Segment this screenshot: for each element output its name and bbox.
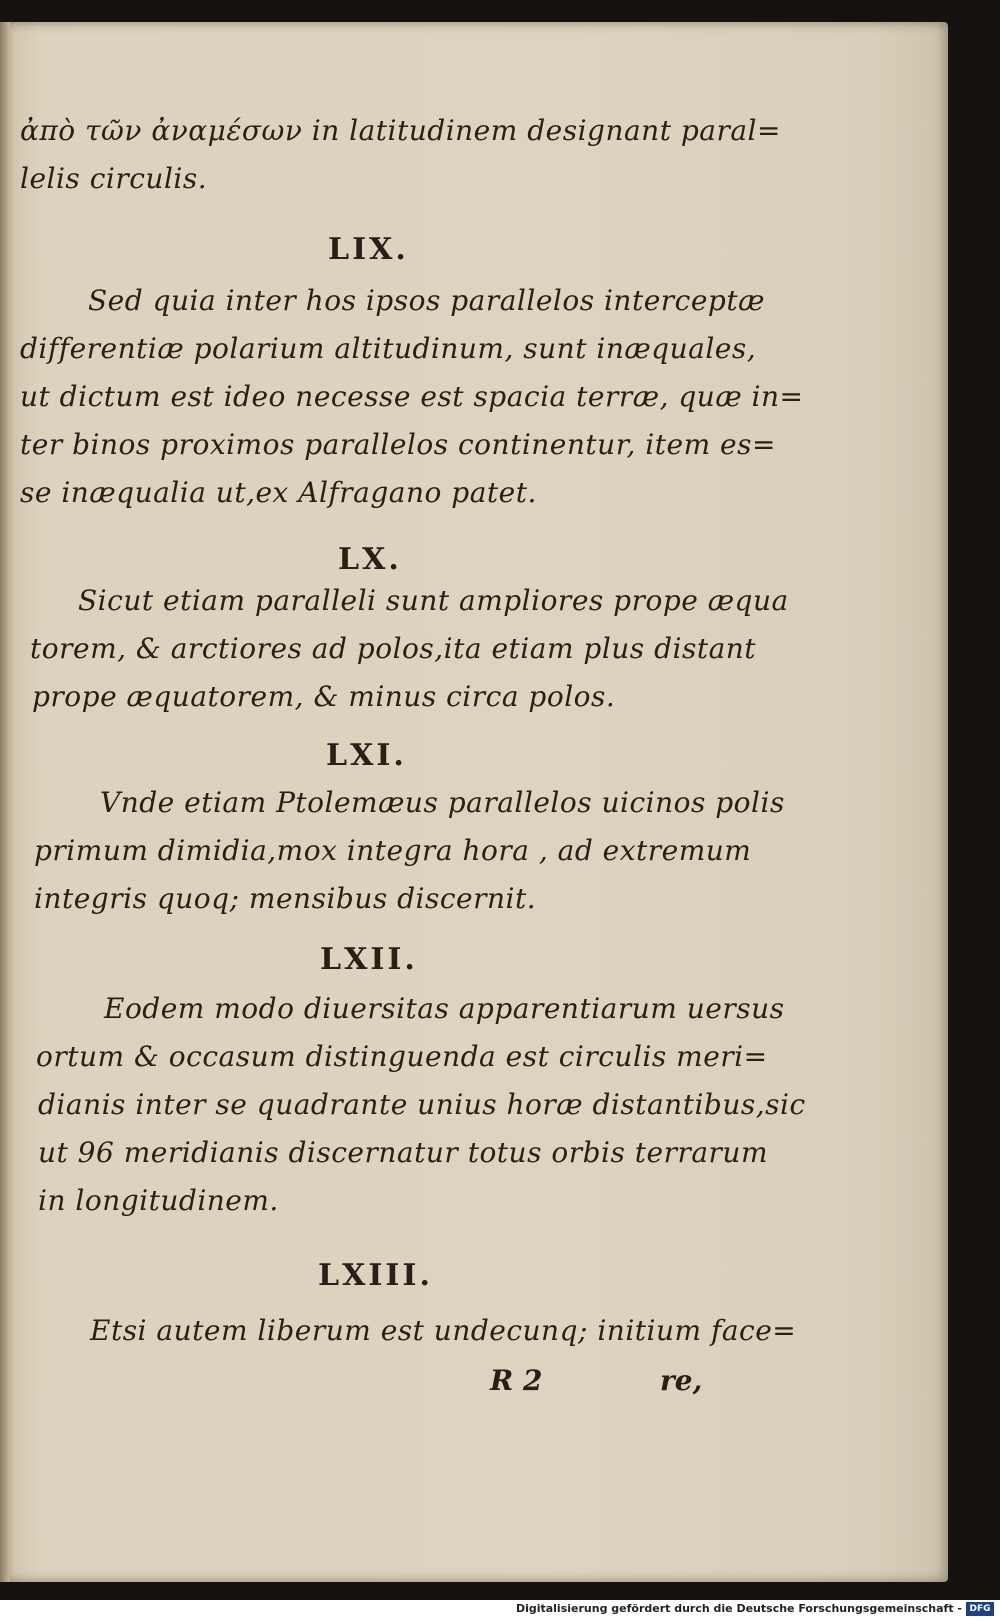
text-line: Vnde etiam Ptolemæus parallelos uicinos polis: [100, 786, 785, 819]
text-line: torem, & arctiores ad polos,ita etiam plus distant: [30, 632, 757, 665]
text-line: Etsi autem liberum est undecunq; initium face=: [90, 1314, 797, 1347]
section-heading: LX.: [338, 542, 402, 577]
catchword: re,: [660, 1364, 703, 1397]
text-line: in longitudinem.: [38, 1184, 279, 1217]
text-line: ter binos proximos parallelos continentur, item es=: [20, 428, 776, 461]
text-line: Eodem modo diuersitas apparentiarum uersus: [104, 992, 785, 1025]
text-line: differentiæ polarium altitudinum, sunt inæquales,: [20, 332, 757, 365]
page-gutter-shadow: [0, 22, 10, 1582]
section-heading: LXII.: [320, 942, 418, 977]
dfg-logo: DFG: [966, 1602, 994, 1616]
signature-mark: R 2: [490, 1364, 543, 1397]
text-line: ut dictum est ideo necesse est spacia terræ, quæ in=: [20, 380, 804, 413]
text-line: Sed quia inter hos ipsos parallelos interceptæ: [88, 284, 765, 317]
digitization-footer: [0, 1600, 1000, 1620]
section-heading: LIX.: [328, 232, 409, 267]
text-line: Sicut etiam paralleli sunt ampliores prope æqua: [78, 584, 789, 617]
text-line: ἀπὸ τῶν ἀναμέσων in latitudinem designant paral=: [20, 114, 781, 147]
section-heading: LXI.: [326, 738, 407, 773]
footer-credit: Digitalisierung gefördert durch die Deutsche Forschungsgemeinschaft -: [515, 1602, 962, 1615]
section-heading: LXIII.: [318, 1258, 433, 1293]
text-line: ut 96 meridianis discernatur totus orbis terrarum: [38, 1136, 768, 1169]
text-line: ortum & occasum distinguenda est circulis meri=: [36, 1040, 768, 1073]
text-line: primum dimidia,mox integra hora , ad extremum: [34, 834, 752, 867]
book-page: [0, 22, 948, 1582]
text-line: se inæqualia ut,ex Alfragano patet.: [20, 476, 537, 509]
text-line: dianis inter se quadrante unius horæ distantibus,sic: [38, 1088, 806, 1121]
text-line: prope æquatorem, & minus circa polos.: [32, 680, 616, 713]
text-line: integris quoq; mensibus discernit.: [34, 882, 537, 915]
text-line: lelis circulis.: [20, 162, 208, 195]
